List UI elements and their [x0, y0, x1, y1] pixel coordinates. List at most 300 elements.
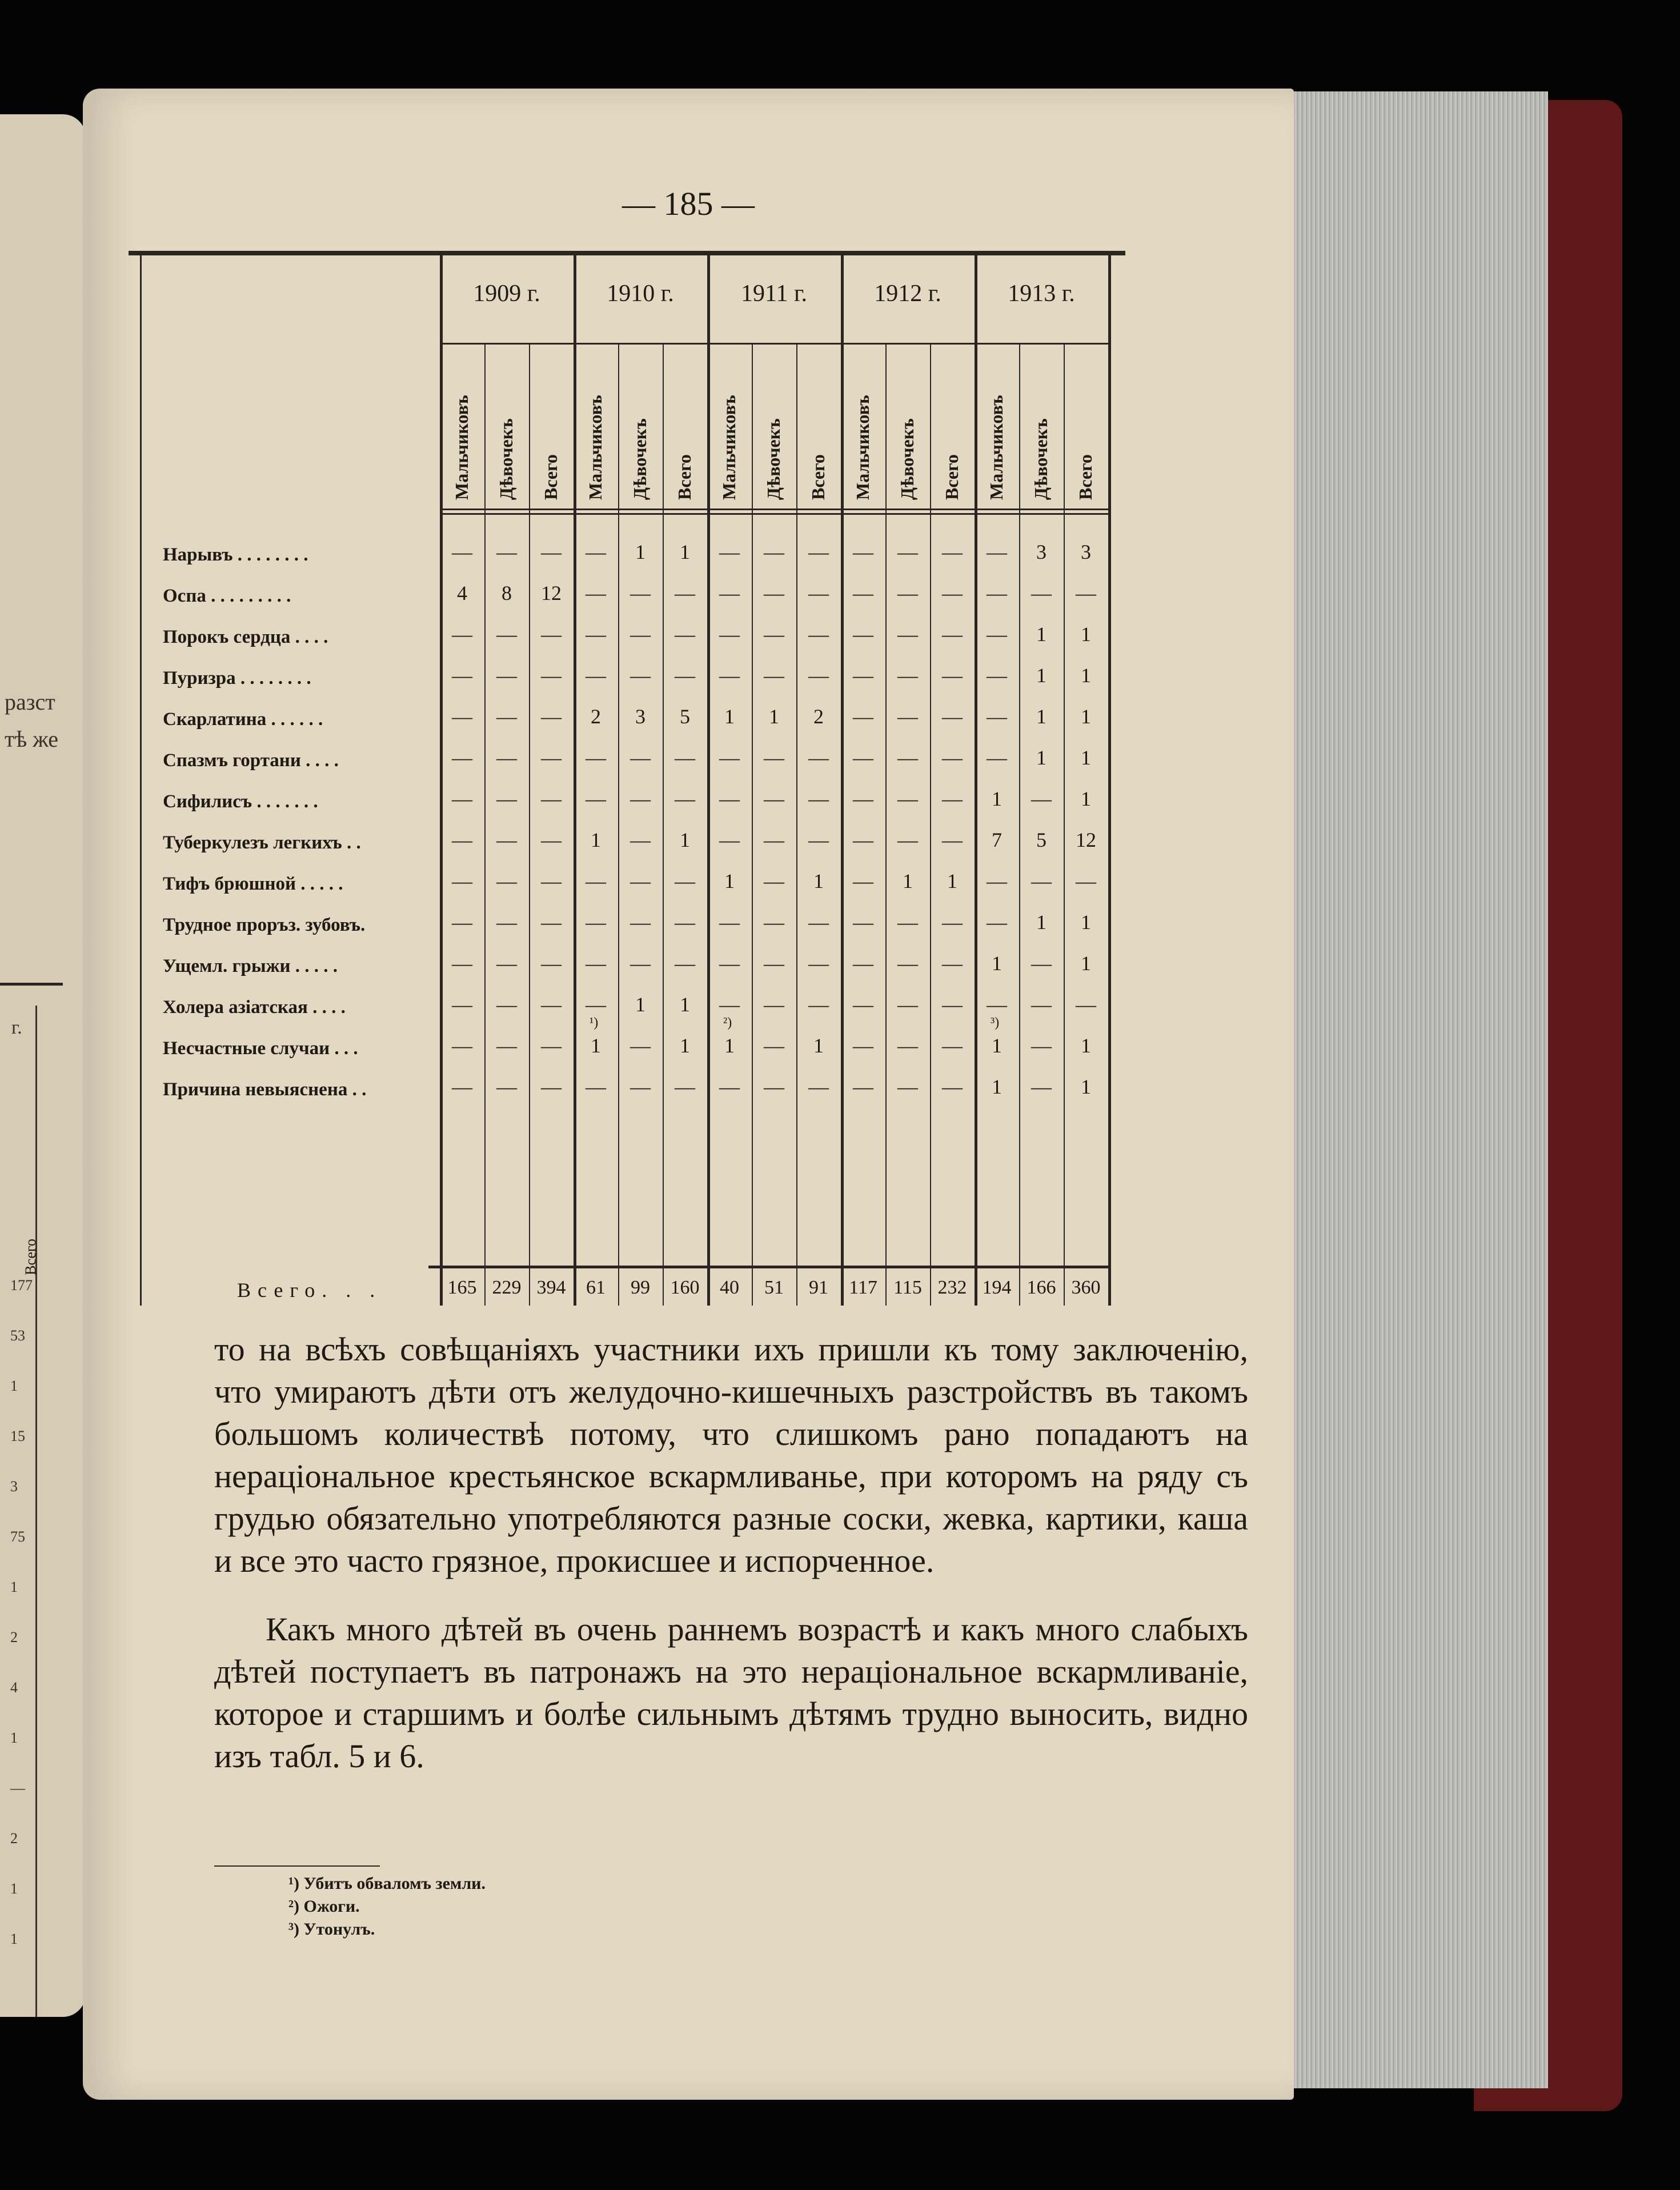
- table-cell: —: [808, 664, 829, 687]
- total-cell: 232: [937, 1277, 967, 1298]
- table-cell: —: [897, 746, 918, 769]
- table-cell: —: [808, 911, 829, 934]
- table-cell: —: [719, 787, 740, 810]
- table-cell: —: [942, 828, 963, 851]
- table-cell: —: [586, 541, 606, 563]
- table-cell: —: [808, 952, 829, 975]
- column-divider: [484, 343, 486, 1306]
- table-cell: —: [630, 664, 651, 687]
- footnote: ²) Ожоги.: [288, 1897, 360, 1916]
- total-cell: 91: [809, 1277, 828, 1298]
- table-cell: —: [541, 787, 562, 810]
- table-cell: 1: [724, 705, 735, 728]
- table-cell: 1: [947, 870, 957, 892]
- table-cell: 1: [992, 1075, 1002, 1098]
- table-cell: —: [764, 1034, 784, 1057]
- table-cell: —: [452, 787, 472, 810]
- table-cell: —: [764, 664, 784, 687]
- table-cell: —: [987, 993, 1007, 1016]
- book-page: [83, 89, 1294, 2100]
- table-cell: —: [764, 623, 784, 646]
- table-cell: —: [541, 664, 562, 687]
- table-cell: —: [541, 705, 562, 728]
- table-cell: 5: [680, 705, 690, 728]
- table-cell: —: [853, 952, 873, 975]
- table-cell: —: [942, 582, 963, 604]
- table-cell: —: [942, 1075, 963, 1098]
- table-cell: —: [853, 623, 873, 646]
- year-heading: 1909 г.: [473, 281, 540, 307]
- column-divider: [529, 343, 530, 1306]
- table-cell: —: [541, 993, 562, 1016]
- table-cell: —: [586, 993, 606, 1016]
- table-cell: —: [452, 828, 472, 851]
- table-cell: 1: [1081, 623, 1091, 646]
- table-cell: 2: [591, 705, 601, 728]
- table-cell: —: [675, 664, 695, 687]
- table-cell: —: [496, 1034, 517, 1057]
- table-cell: —: [853, 911, 873, 934]
- table-cell: —: [675, 623, 695, 646]
- table-cell: 3: [635, 705, 645, 728]
- table-cell: —: [942, 705, 963, 728]
- table-cell: —: [764, 952, 784, 975]
- table-cell: —: [496, 787, 517, 810]
- table-cell: —: [987, 911, 1007, 934]
- left-table-number: 1: [10, 1378, 18, 1394]
- table-cell: —: [719, 911, 740, 934]
- table-cell: 1: [1081, 705, 1091, 728]
- column-heading: Дѣвочекъ: [630, 418, 650, 500]
- table-cell: —: [541, 870, 562, 892]
- left-column-label: Всего: [22, 1239, 39, 1275]
- table-cell: —: [764, 993, 784, 1016]
- table-cell: 1: [992, 952, 1002, 975]
- table-cell: —: [853, 870, 873, 892]
- table-cell: —: [1031, 1075, 1052, 1098]
- table-cell: 12: [1076, 828, 1096, 851]
- left-table-number: 2: [10, 1629, 18, 1645]
- table-cell: 1: [1081, 664, 1091, 687]
- table-rule: [428, 1266, 1108, 1268]
- footnote-mark: ²): [723, 1015, 732, 1030]
- table-cell: —: [853, 705, 873, 728]
- book-page-edges: [1285, 91, 1548, 2088]
- table-cell: 1: [591, 1034, 601, 1057]
- table-cell: 5: [1036, 828, 1047, 851]
- table-cell: —: [764, 828, 784, 851]
- table-cell: —: [897, 664, 918, 687]
- total-cell: 166: [1027, 1277, 1056, 1298]
- left-facing-page: [0, 114, 86, 2017]
- total-cell: 40: [720, 1277, 739, 1298]
- table-cell: —: [586, 623, 606, 646]
- table-cell: —: [719, 952, 740, 975]
- total-cell: 51: [764, 1277, 784, 1298]
- table-cell: —: [897, 582, 918, 604]
- table-cell: —: [897, 705, 918, 728]
- column-divider: [1064, 343, 1065, 1306]
- left-table-number: 75: [10, 1528, 25, 1545]
- year-divider: [574, 254, 576, 1306]
- table-cell: —: [719, 1075, 740, 1098]
- table-cell: —: [586, 664, 606, 687]
- table-cell: —: [853, 1075, 873, 1098]
- column-divider: [1019, 343, 1020, 1306]
- total-cell: 117: [849, 1277, 877, 1298]
- table-cell: —: [452, 1075, 472, 1098]
- table-cell: —: [452, 952, 472, 975]
- total-cell: 99: [631, 1277, 650, 1298]
- row-label: Причина невыяснена . .: [163, 1079, 367, 1100]
- table-cell: —: [942, 911, 963, 934]
- row-label: Туберкулезъ легкихъ . .: [163, 832, 361, 853]
- table-cell: —: [496, 541, 517, 563]
- footnote-mark: ¹): [590, 1015, 599, 1030]
- table-cell: —: [675, 870, 695, 892]
- table-cell: —: [675, 952, 695, 975]
- column-heading: Дѣвочекъ: [763, 418, 784, 500]
- table-cell: 1: [591, 828, 601, 851]
- column-heading: Всего: [1075, 454, 1096, 500]
- table-cell: —: [675, 1075, 695, 1098]
- table-cell: 2: [813, 705, 824, 728]
- column-heading: Мальчиковъ: [451, 395, 472, 500]
- table-cell: —: [897, 1034, 918, 1057]
- table-cell: —: [987, 582, 1007, 604]
- table-cell: —: [808, 623, 829, 646]
- table-cell: —: [942, 1034, 963, 1057]
- left-text-fragment: тѣ же: [5, 726, 59, 752]
- total-cell: 165: [447, 1277, 477, 1298]
- table-cell: —: [942, 541, 963, 563]
- table-cell: —: [897, 623, 918, 646]
- table-cell: —: [452, 705, 472, 728]
- left-table-rule: [0, 983, 63, 986]
- table-cell: 1: [724, 1034, 735, 1057]
- column-heading: Дѣвочекъ: [496, 418, 516, 500]
- table-cell: —: [1076, 993, 1096, 1016]
- table-cell: —: [586, 787, 606, 810]
- table-cell: 1: [680, 1034, 690, 1057]
- table-cell: 1: [992, 1034, 1002, 1057]
- table-cell: —: [897, 787, 918, 810]
- left-table-number: 4: [10, 1679, 18, 1696]
- table-cell: —: [586, 911, 606, 934]
- table-cell: —: [496, 746, 517, 769]
- column-divider: [930, 343, 931, 1306]
- table-cell: —: [1031, 582, 1052, 604]
- table-cell: —: [1031, 993, 1052, 1016]
- row-label: Трудное проръз. зубовъ.: [163, 915, 366, 935]
- year-heading: 1912 г.: [874, 281, 941, 307]
- table-cell: —: [1031, 787, 1052, 810]
- body-paragraph: Какъ много дѣтей въ очень раннемъ возрастѣ и какъ много слабыхъ дѣтей поступаетъ въ патронажъ на это нераціональное вскармливаніе, которое и старшимъ и болѣе сильнымъ дѣтямъ трудно выносить, видно изъ табл. 5 и 6.: [214, 1611, 1248, 1775]
- footnote-mark: ³): [991, 1015, 1000, 1030]
- left-table-line: [35, 1006, 37, 2017]
- table-cell: 1: [680, 541, 690, 563]
- table-cell: —: [719, 623, 740, 646]
- table-cell: 1: [1036, 746, 1047, 769]
- table-cell: —: [719, 746, 740, 769]
- table-cell: —: [808, 787, 829, 810]
- row-label: Оспа . . . . . . . . .: [163, 586, 291, 606]
- table-cell: —: [853, 1034, 873, 1057]
- total-cell: 115: [893, 1277, 922, 1298]
- table-cell: 1: [635, 541, 645, 563]
- table-cell: —: [630, 623, 651, 646]
- left-table-number: 1: [10, 1931, 18, 1947]
- table-cell: 1: [635, 993, 645, 1016]
- column-heading: Дѣвочекъ: [1031, 418, 1051, 500]
- table-cell: —: [1076, 870, 1096, 892]
- table-cell: —: [496, 870, 517, 892]
- table-cell: —: [675, 911, 695, 934]
- year-divider: [707, 254, 710, 1306]
- page-number: — 185 —: [622, 185, 755, 222]
- column-heading: Всего: [808, 454, 828, 500]
- left-table-number: 1: [10, 1729, 18, 1746]
- table-cell: —: [675, 787, 695, 810]
- table-cell: 1: [724, 870, 735, 892]
- table-cell: 1: [1036, 623, 1047, 646]
- total-cell: 394: [536, 1277, 566, 1298]
- table-cell: —: [719, 541, 740, 563]
- row-label: Ущемл. грыжи . . . . .: [163, 956, 338, 976]
- table-cell: —: [987, 746, 1007, 769]
- table-cell: —: [541, 623, 562, 646]
- table-cell: —: [630, 1034, 651, 1057]
- table-cell: —: [987, 870, 1007, 892]
- table-cell: —: [764, 787, 784, 810]
- table-cell: 1: [903, 870, 913, 892]
- total-cell: 160: [670, 1277, 700, 1298]
- column-divider: [663, 343, 664, 1306]
- table-cell: —: [987, 705, 1007, 728]
- column-divider: [752, 343, 753, 1306]
- table-cell: 1: [992, 787, 1002, 810]
- table-cell: 1: [1081, 1034, 1091, 1057]
- column-heading: Всего: [674, 454, 695, 500]
- table-cell: —: [853, 541, 873, 563]
- table-cell: 12: [541, 582, 562, 604]
- table-cell: —: [1031, 952, 1052, 975]
- row-label: Пуризра . . . . . . . .: [163, 668, 311, 688]
- table-cell: —: [541, 541, 562, 563]
- table-cell: —: [541, 746, 562, 769]
- table-cell: —: [853, 787, 873, 810]
- table-cell: —: [942, 746, 963, 769]
- table-cell: —: [452, 541, 472, 563]
- table-left-border: [140, 254, 142, 1306]
- column-divider: [796, 343, 797, 1306]
- total-cell: 360: [1071, 1277, 1101, 1298]
- table-cell: —: [853, 582, 873, 604]
- table-cell: —: [496, 705, 517, 728]
- footnote: ³) Утонулъ.: [288, 1920, 375, 1939]
- table-cell: —: [496, 952, 517, 975]
- table-cell: —: [897, 993, 918, 1016]
- year-divider: [1108, 254, 1111, 1306]
- left-table-header: г.: [11, 1017, 22, 1038]
- column-divider: [618, 343, 619, 1306]
- left-table-number: 1: [10, 1880, 18, 1897]
- footnote-rule: [214, 1865, 380, 1867]
- table-cell: —: [496, 993, 517, 1016]
- column-heading: Мальчиковъ: [719, 395, 739, 500]
- left-table-number: 15: [10, 1428, 25, 1444]
- table-cell: —: [942, 664, 963, 687]
- table-cell: —: [452, 870, 472, 892]
- table-cell: —: [452, 746, 472, 769]
- table-cell: 1: [1081, 787, 1091, 810]
- table-cell: —: [719, 664, 740, 687]
- table-cell: —: [808, 582, 829, 604]
- table-cell: —: [496, 664, 517, 687]
- row-label: Сифилисъ . . . . . . .: [163, 791, 318, 812]
- year-divider: [975, 254, 977, 1306]
- column-heading: Мальчиковъ: [585, 395, 606, 500]
- table-cell: —: [452, 1034, 472, 1057]
- table-cell: —: [541, 828, 562, 851]
- table-cell: —: [541, 952, 562, 975]
- table-cell: —: [897, 911, 918, 934]
- table-cell: —: [630, 911, 651, 934]
- row-label: Несчастные случаи . . .: [163, 1038, 358, 1059]
- table-cell: 3: [1036, 541, 1047, 563]
- total-cell: 61: [586, 1277, 606, 1298]
- year-heading: 1913 г.: [1008, 281, 1075, 307]
- table-cell: —: [808, 1075, 829, 1098]
- total-label: Всего. . .: [237, 1279, 382, 1302]
- table-cell: 3: [1081, 541, 1091, 563]
- left-table-number: 3: [10, 1478, 18, 1495]
- table-cell: 1: [813, 870, 824, 892]
- table-cell: —: [897, 1075, 918, 1098]
- table-cell: 1: [813, 1034, 824, 1057]
- table-cell: —: [541, 911, 562, 934]
- year-heading: 1911 г.: [741, 281, 807, 307]
- table-cell: 1: [769, 705, 779, 728]
- table-cell: —: [764, 541, 784, 563]
- table-cell: —: [630, 828, 651, 851]
- table-cell: 1: [1036, 705, 1047, 728]
- table-cell: —: [853, 746, 873, 769]
- table-cell: 1: [680, 828, 690, 851]
- table-cell: —: [987, 541, 1007, 563]
- table-cell: —: [808, 541, 829, 563]
- table-cell: 1: [1081, 1075, 1091, 1098]
- table-cell: —: [942, 787, 963, 810]
- left-table-number: 2: [10, 1830, 18, 1847]
- footnote: ¹) Убитъ обваломъ земли.: [288, 1874, 486, 1893]
- table-rule: [440, 513, 1108, 515]
- table-cell: —: [630, 787, 651, 810]
- body-paragraph: то на всѣхъ совѣщаніяхъ участники ихъ пришли къ тому заключенію, что умираютъ дѣти отъ желудочно-кишечныхъ разстройствъ въ такомъ большомъ количествѣ потому, что слишкомъ рано попадаютъ на нераціональное крестьянское вскармливанье, при которомъ на ряду съ грудью обязательно употребляются разные соски, жевка, картики, каша и все это часто грязное, прокисшее и испорченное.: [214, 1331, 1248, 1579]
- table-cell: —: [1076, 582, 1096, 604]
- table-cell: 1: [1081, 952, 1091, 975]
- table-rule: [440, 509, 1108, 510]
- left-table-number: —: [10, 1780, 25, 1796]
- table-cell: 1: [1081, 746, 1091, 769]
- table-cell: 7: [992, 828, 1002, 851]
- row-label: Нарывъ . . . . . . . .: [163, 545, 308, 565]
- table-cell: —: [853, 828, 873, 851]
- column-heading: Мальчиковъ: [852, 395, 873, 500]
- table-rule: [440, 343, 1108, 345]
- column-heading: Дѣвочекъ: [897, 418, 917, 500]
- table-cell: 4: [457, 582, 467, 604]
- year-divider: [841, 254, 844, 1306]
- table-cell: —: [452, 623, 472, 646]
- table-cell: 1: [680, 993, 690, 1016]
- table-cell: —: [764, 911, 784, 934]
- table-cell: —: [586, 746, 606, 769]
- table-cell: —: [764, 582, 784, 604]
- table-cell: —: [541, 1034, 562, 1057]
- table-cell: —: [541, 1075, 562, 1098]
- table-cell: —: [496, 623, 517, 646]
- table-cell: —: [586, 952, 606, 975]
- table-cell: —: [452, 664, 472, 687]
- year-divider: [440, 254, 443, 1306]
- table-cell: —: [586, 870, 606, 892]
- row-label: Тифъ брюшной . . . . .: [163, 874, 343, 894]
- total-cell: 229: [492, 1277, 522, 1298]
- table-cell: —: [764, 1075, 784, 1098]
- column-divider: [885, 343, 887, 1306]
- table-cell: —: [808, 993, 829, 1016]
- table-cell: —: [630, 1075, 651, 1098]
- table-cell: 1: [1036, 664, 1047, 687]
- column-heading: Всего: [941, 454, 962, 500]
- table-cell: —: [630, 582, 651, 604]
- year-heading: 1910 г.: [607, 281, 674, 307]
- table-cell: —: [897, 541, 918, 563]
- table-cell: —: [452, 911, 472, 934]
- table-cell: 8: [502, 582, 512, 604]
- left-text-fragment: разст: [5, 689, 55, 715]
- table-cell: —: [987, 664, 1007, 687]
- row-label: Скарлатина . . . . . .: [163, 709, 323, 730]
- left-table-number: 1: [10, 1579, 18, 1595]
- table-cell: —: [764, 870, 784, 892]
- table-cell: —: [1031, 1034, 1052, 1057]
- total-cell: 194: [982, 1277, 1012, 1298]
- left-table-number: 177: [10, 1277, 33, 1294]
- table-cell: —: [853, 993, 873, 1016]
- table-cell: —: [630, 746, 651, 769]
- table-cell: —: [764, 746, 784, 769]
- table-cell: —: [586, 582, 606, 604]
- table-cell: —: [942, 623, 963, 646]
- table-cell: —: [630, 870, 651, 892]
- table-cell: —: [452, 993, 472, 1016]
- table-cell: —: [675, 746, 695, 769]
- column-heading: Мальчиковъ: [986, 395, 1007, 500]
- table-cell: —: [1031, 870, 1052, 892]
- table-cell: —: [853, 664, 873, 687]
- table-cell: 1: [1036, 911, 1047, 934]
- table-cell: —: [808, 828, 829, 851]
- table-cell: —: [897, 828, 918, 851]
- left-table-number: 53: [10, 1327, 25, 1344]
- table-cell: —: [942, 952, 963, 975]
- table-cell: —: [496, 1075, 517, 1098]
- row-label: Спазмъ гортани . . . .: [163, 750, 339, 771]
- table-cell: —: [719, 993, 740, 1016]
- table-cell: 1: [1081, 911, 1091, 934]
